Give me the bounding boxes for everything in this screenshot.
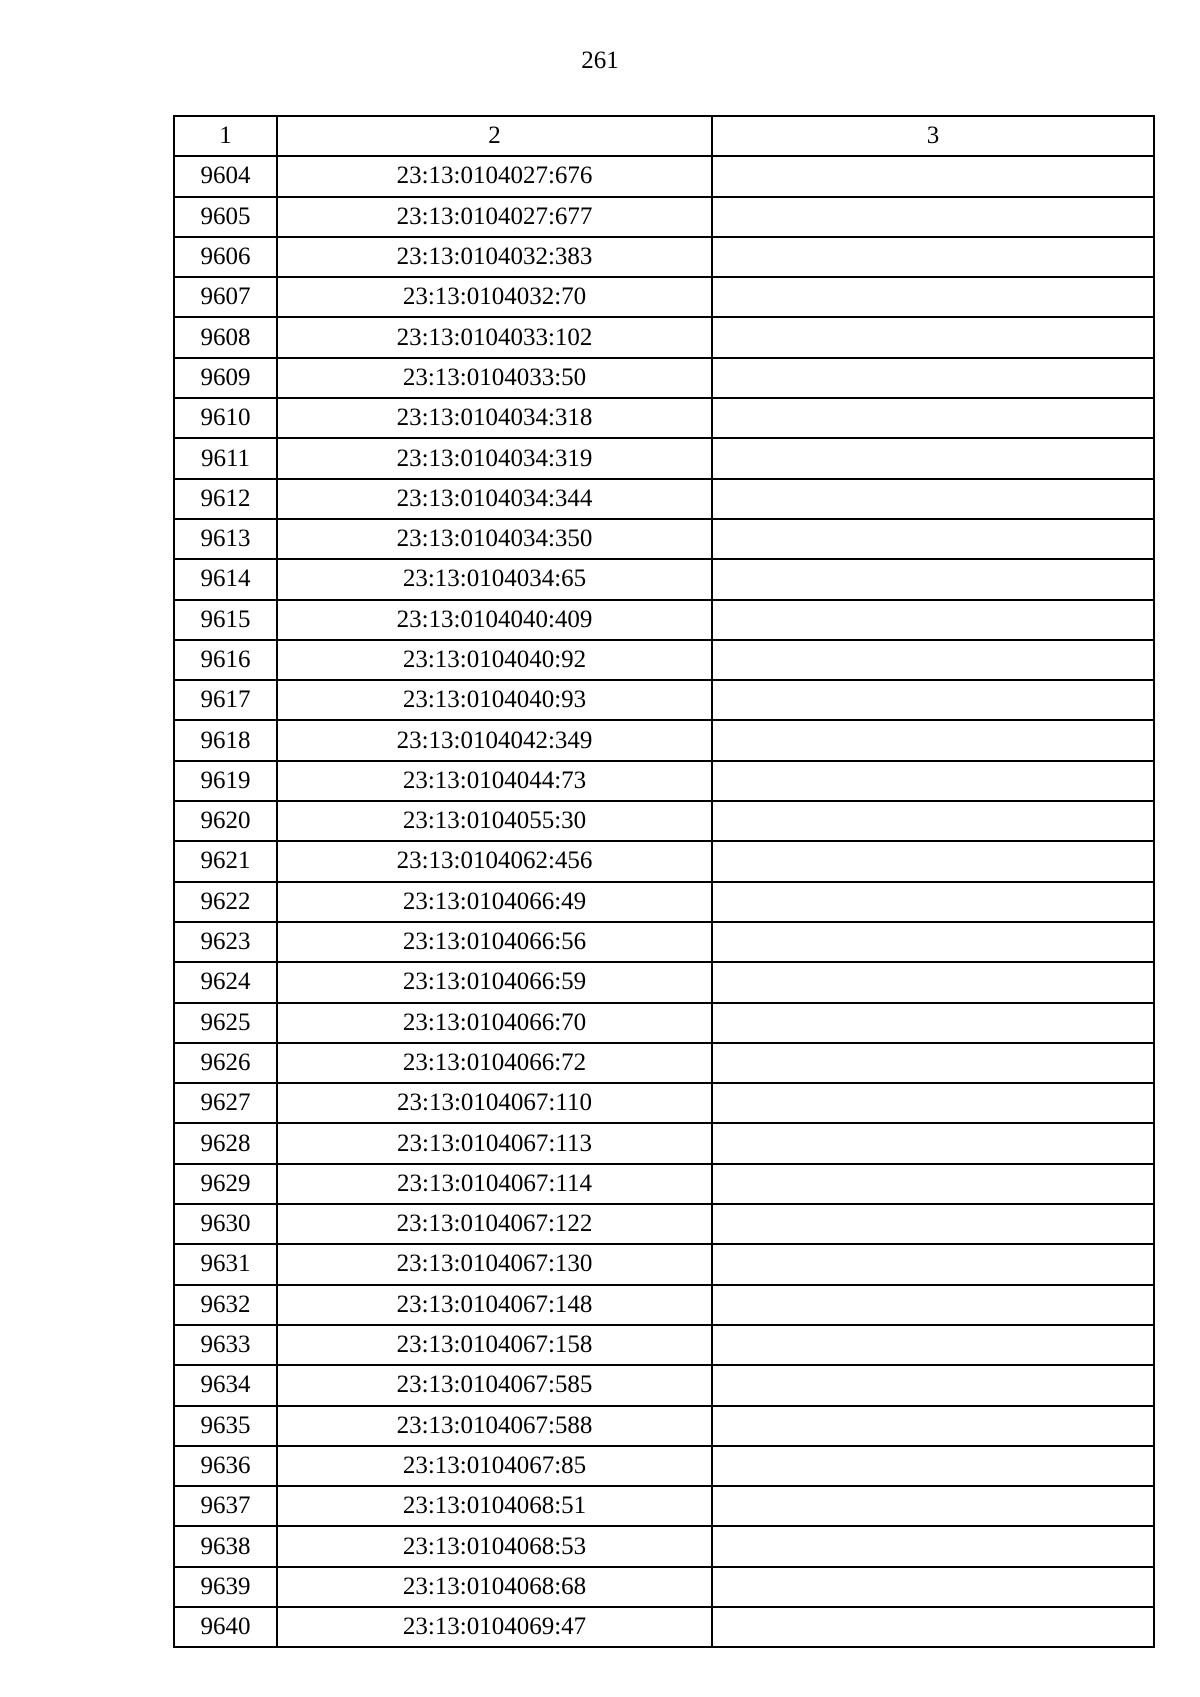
table-row (174, 1204, 1154, 1244)
note-cell (712, 1567, 1154, 1607)
row-number-cell: 9637 (174, 1486, 277, 1526)
table-row (174, 1244, 1154, 1284)
table-row (174, 156, 1154, 196)
note-cell (712, 438, 1154, 478)
table-row (174, 922, 1154, 962)
cadastral-number-cell: 23:13:0104062:456 (277, 841, 712, 881)
cadastral-number-cell: 23:13:0104027:676 (277, 156, 712, 196)
table-row (174, 438, 1154, 478)
cadastral-number-cell: 23:13:0104067:114 (277, 1164, 712, 1204)
note-cell (712, 680, 1154, 720)
note-cell (712, 277, 1154, 317)
cadastral-number-cell: 23:13:0104034:65 (277, 559, 712, 599)
table-header-row (174, 116, 1154, 156)
note-cell (712, 1486, 1154, 1526)
row-number-cell: 9633 (174, 1325, 277, 1365)
cadastral-number-cell: 23:13:0104066:56 (277, 922, 712, 962)
row-number-cell: 9631 (174, 1244, 277, 1284)
cadastral-number-cell: 23:13:0104067:113 (277, 1123, 712, 1163)
cadastral-number-cell: 23:13:0104066:49 (277, 882, 712, 922)
note-cell (712, 1446, 1154, 1486)
table-row (174, 1325, 1154, 1365)
table-row (174, 479, 1154, 519)
table-row (174, 519, 1154, 559)
note-cell (712, 640, 1154, 680)
table-row (174, 1164, 1154, 1204)
row-number-cell: 9626 (174, 1043, 277, 1083)
table-row (174, 882, 1154, 922)
cadastral-number-cell: 23:13:0104068:68 (277, 1567, 712, 1607)
cadastral-number-cell: 23:13:0104067:85 (277, 1446, 712, 1486)
row-number-cell: 9614 (174, 559, 277, 599)
column-header-3: 3 (712, 116, 1154, 156)
row-number-cell: 9617 (174, 680, 277, 720)
cadastral-number-cell: 23:13:0104032:383 (277, 237, 712, 277)
note-cell (712, 1164, 1154, 1204)
note-cell (712, 197, 1154, 237)
note-cell (712, 398, 1154, 438)
table-row (174, 237, 1154, 277)
cadastral-number-cell: 23:13:0104068:51 (277, 1486, 712, 1526)
note-cell (712, 882, 1154, 922)
cadastral-number-cell: 23:13:0104040:92 (277, 640, 712, 680)
table-row (174, 1003, 1154, 1043)
column-header-2: 2 (277, 116, 712, 156)
table-row (174, 1083, 1154, 1123)
row-number-cell: 9625 (174, 1003, 277, 1043)
cadastral-number-cell: 23:13:0104068:53 (277, 1526, 712, 1566)
note-cell (712, 519, 1154, 559)
row-number-cell: 9640 (174, 1607, 277, 1647)
cadastral-number-cell: 23:13:0104040:409 (277, 600, 712, 640)
note-cell (712, 237, 1154, 277)
cadastral-number-cell: 23:13:0104033:102 (277, 317, 712, 357)
note-cell (712, 600, 1154, 640)
table-row (174, 1607, 1154, 1647)
note-cell (712, 317, 1154, 357)
row-number-cell: 9627 (174, 1083, 277, 1123)
row-number-cell: 9607 (174, 277, 277, 317)
row-number-cell: 9605 (174, 197, 277, 237)
cadastral-number-cell: 23:13:0104069:47 (277, 1607, 712, 1647)
row-number-cell: 9611 (174, 438, 277, 478)
table-row (174, 680, 1154, 720)
note-cell (712, 962, 1154, 1002)
note-cell (712, 358, 1154, 398)
note-cell (712, 1003, 1154, 1043)
table-row (174, 1446, 1154, 1486)
table-row (174, 1285, 1154, 1325)
row-number-cell: 9621 (174, 841, 277, 881)
row-number-cell: 9624 (174, 962, 277, 1002)
table-row (174, 1043, 1154, 1083)
table-row (174, 358, 1154, 398)
row-number-cell: 9638 (174, 1526, 277, 1566)
cadastral-number-cell: 23:13:0104033:50 (277, 358, 712, 398)
table-row (174, 600, 1154, 640)
note-cell (712, 761, 1154, 801)
table-row (174, 1365, 1154, 1405)
table-row (174, 841, 1154, 881)
table-row (174, 197, 1154, 237)
note-cell (712, 1285, 1154, 1325)
row-number-cell: 9629 (174, 1164, 277, 1204)
table-row (174, 640, 1154, 680)
column-header-1: 1 (174, 116, 277, 156)
note-cell (712, 1406, 1154, 1446)
note-cell (712, 479, 1154, 519)
cadastral-number-cell: 23:13:0104067:130 (277, 1244, 712, 1284)
note-cell (712, 1123, 1154, 1163)
table-body (174, 156, 1154, 1647)
cadastral-number-cell: 23:13:0104067:588 (277, 1406, 712, 1446)
note-cell (712, 1043, 1154, 1083)
note-cell (712, 1526, 1154, 1566)
row-number-cell: 9610 (174, 398, 277, 438)
cadastral-number-cell: 23:13:0104040:93 (277, 680, 712, 720)
row-number-cell: 9616 (174, 640, 277, 680)
cadastral-number-cell: 23:13:0104034:319 (277, 438, 712, 478)
row-number-cell: 9618 (174, 720, 277, 760)
cadastral-number-cell: 23:13:0104042:349 (277, 720, 712, 760)
table-row (174, 1526, 1154, 1566)
table-row (174, 720, 1154, 760)
row-number-cell: 9608 (174, 317, 277, 357)
table-row (174, 801, 1154, 841)
row-number-cell: 9615 (174, 600, 277, 640)
row-number-cell: 9632 (174, 1285, 277, 1325)
note-cell (712, 559, 1154, 599)
table-row (174, 1123, 1154, 1163)
page-number: 261 (581, 47, 619, 74)
table-row (174, 1567, 1154, 1607)
cadastral-number-cell: 23:13:0104067:148 (277, 1285, 712, 1325)
table-row (174, 1486, 1154, 1526)
cadastral-number-cell: 23:13:0104027:677 (277, 197, 712, 237)
cadastral-number-cell: 23:13:0104034:344 (277, 479, 712, 519)
cadastral-number-cell: 23:13:0104067:110 (277, 1083, 712, 1123)
row-number-cell: 9623 (174, 922, 277, 962)
table-row (174, 761, 1154, 801)
note-cell (712, 841, 1154, 881)
cadastral-number-cell: 23:13:0104066:72 (277, 1043, 712, 1083)
note-cell (712, 1365, 1154, 1405)
row-number-cell: 9606 (174, 237, 277, 277)
row-number-cell: 9619 (174, 761, 277, 801)
note-cell (712, 1607, 1154, 1647)
note-cell (712, 720, 1154, 760)
cadastral-number-cell: 23:13:0104055:30 (277, 801, 712, 841)
cadastral-number-cell: 23:13:0104067:158 (277, 1325, 712, 1365)
table-row (174, 962, 1154, 1002)
row-number-cell: 9604 (174, 156, 277, 196)
row-number-cell: 9628 (174, 1123, 277, 1163)
note-cell (712, 1244, 1154, 1284)
cadastral-number-cell: 23:13:0104066:70 (277, 1003, 712, 1043)
cadastral-number-cell: 23:13:0104067:122 (277, 1204, 712, 1244)
note-cell (712, 801, 1154, 841)
row-number-cell: 9636 (174, 1446, 277, 1486)
note-cell (712, 1083, 1154, 1123)
cadastral-number-cell: 23:13:0104044:73 (277, 761, 712, 801)
table-row (174, 559, 1154, 599)
row-number-cell: 9635 (174, 1406, 277, 1446)
table-row (174, 398, 1154, 438)
note-cell (712, 1325, 1154, 1365)
note-cell (712, 156, 1154, 196)
registry-table (173, 115, 1155, 1648)
row-number-cell: 9620 (174, 801, 277, 841)
cadastral-number-cell: 23:13:0104034:350 (277, 519, 712, 559)
row-number-cell: 9622 (174, 882, 277, 922)
row-number-cell: 9639 (174, 1567, 277, 1607)
row-number-cell: 9634 (174, 1365, 277, 1405)
cadastral-number-cell: 23:13:0104032:70 (277, 277, 712, 317)
table-row (174, 317, 1154, 357)
cadastral-number-cell: 23:13:0104067:585 (277, 1365, 712, 1405)
row-number-cell: 9613 (174, 519, 277, 559)
row-number-cell: 9612 (174, 479, 277, 519)
table-row (174, 1406, 1154, 1446)
cadastral-number-cell: 23:13:0104034:318 (277, 398, 712, 438)
table-row (174, 277, 1154, 317)
note-cell (712, 922, 1154, 962)
row-number-cell: 9609 (174, 358, 277, 398)
note-cell (712, 1204, 1154, 1244)
cadastral-number-cell: 23:13:0104066:59 (277, 962, 712, 1002)
row-number-cell: 9630 (174, 1204, 277, 1244)
